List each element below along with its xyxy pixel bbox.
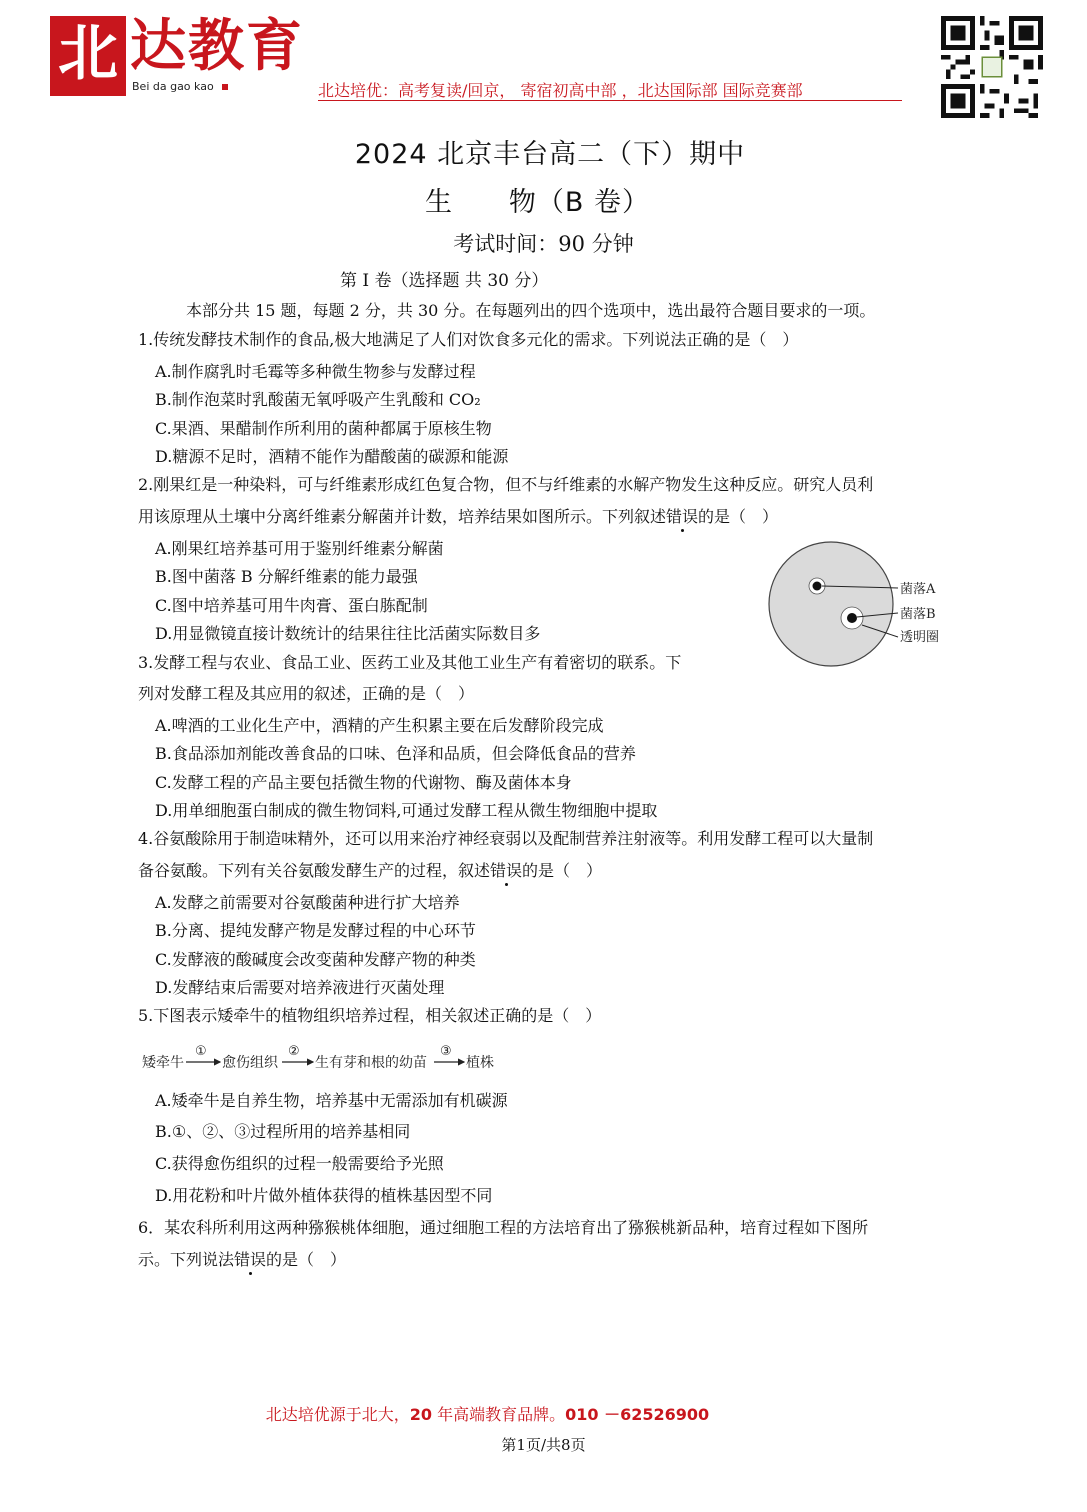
q4-stem-line2: 备谷氨酸。下列有关谷氨酸发酵生产的过程，叙述错误的是（ ） [138,861,603,880]
header-rule [318,100,902,101]
section-title: 第 I 卷（选择题 共 30 分） [340,271,549,291]
q3-option-a: A.啤酒的工业化生产中，酒精的产生积累主要在后发酵阶段完成 [155,716,604,735]
q3-option-d: D.用单细胞蛋白制成的微生物饲料,可通过发酵工程从微生物细胞中提取 [155,801,658,820]
q3-option-c: C.发酵工程的产品主要包括微生物的代谢物、酶及菌体本身 [155,773,572,792]
q5-stem: 5.下图表示矮牵牛的植物组织培养过程，相关叙述正确的是（ ） [138,1006,602,1025]
flow-plant: 植株 [466,1055,494,1071]
colony-a [813,582,822,591]
q3-option-b: B.食品添加剂能改善食品的口味、色泽和品质，但会降低食品的营养 [155,744,636,763]
q2-stem-line1: 2.刚果红是一种染料，可与纤维素形成红色复合物，但不与纤维素的水解产物发生这种反应。研究人员利 [138,475,874,494]
q4-emphasis: 错误 [490,861,523,880]
q4-stem-line1: 4.谷氨酸除用于制造味精外，还可以用来治疗神经衰弱以及配制营养注射液等。利用发酵工程可以大量制 [138,829,874,848]
flow-seedling: 生有芽和根的幼苗 [315,1055,427,1071]
q2-option-d: D.用显微镜直接计数统计的结果往往比活菌实际数目多 [155,624,541,643]
q5-option-d: D.用花粉和叶片做外植体获得的植株基因型不同 [155,1186,493,1205]
q4-option-d: D.发酵结束后需要对培养液进行灭菌处理 [155,978,445,997]
q1-option-c: C.果酒、果醋制作所利用的菌种都属于原核生物 [155,419,492,438]
logo-dot [222,84,228,90]
q4-option-b: B.分离、提纯发酵产物是发酵过程的中心环节 [155,921,476,940]
q6-emphasis: 错误 [234,1250,267,1269]
q1-option-a: A.制作腐乳时毛霉等多种微生物参与发酵过程 [155,362,476,381]
qr-code-icon [941,16,1043,118]
logo-mark: 北 [58,19,118,89]
flow-step-2: ② [288,1044,300,1059]
q6-stem-line1: 6．某农科所利用这两种猕猴桃体细胞，通过细胞工程的方法培育出了猕猴桃新品种，培育过程如下图所 [138,1218,869,1237]
q5-option-c: C.获得愈伤组织的过程一般需要给予光照 [155,1154,444,1173]
flow-step-3: ③ [440,1044,452,1059]
label-colony-b: 菌落B [900,607,936,622]
flow-step-1: ① [195,1044,207,1059]
q1-option-d: D.糖源不足时，酒精不能作为醋酸菌的碳源和能源 [155,447,509,466]
q2-emphasis: 错误 [666,507,699,526]
logo-pinyin: Bei da gao kao [132,80,214,93]
page-number: 第1页/共8页 [501,1436,586,1454]
section-intro: 本部分共 15 题，每题 2 分，共 30 分。在每题列出的四个选项中，选出最符合题目要求的一项。 [186,301,876,320]
q2-stem-line2: 用该原理从土壤中分离纤维素分解菌并计数，培养结果如图所示。下列叙述错误的是（ ） [138,507,779,526]
label-clear-zone: 透明圈 [900,630,940,645]
q5-option-b: B.①、②、③过程所用的培养基相同 [155,1122,411,1141]
q3-stem-line1: 3.发酵工程与农业、食品工业、医药工业及其他工业生产有着密切的联系。下 [138,653,682,672]
q2-option-c: C.图中培养基可用牛肉膏、蛋白胨配制 [155,596,428,615]
q4-option-a: A.发酵之前需要对谷氨酸菌种进行扩大培养 [155,893,460,912]
colony-b [847,613,857,623]
petri-dish-figure [766,541,946,669]
footer-ad: 北达培优源于北大，20 年高端教育品牌。010 －62526900 [265,1405,710,1424]
q1-stem: 1.传统发酵技术制作的食品,极大地满足了人们对饮食多元化的需求。下列说法正确的是（ ） [138,330,799,349]
logo-text: 达教育 [130,14,304,79]
tissue-culture-flow [140,1040,510,1074]
label-colony-a: 菌落A [900,582,936,597]
header-slogan: 北达培优：高考复读/回京， 寄宿初高中部 ，北达国际部 国际竞赛部 [318,81,803,100]
flow-petunia: 矮牵牛 [142,1055,184,1071]
petri-dish [769,542,893,666]
exam-title: 2024 北京丰台高二（下）期中 [354,139,746,170]
q2-option-a: A.刚果红培养基可用于鉴别纤维素分解菌 [155,539,444,558]
flow-callus: 愈伤组织 [222,1055,278,1071]
q6-stem-line2: 示。下列说法错误的是（ ） [138,1250,347,1269]
q5-option-a: A.矮牵牛是自养生物，培养基中无需添加有机碳源 [155,1091,508,1110]
exam-time: 考试时间：90 分钟 [453,232,634,256]
subject-title: 生 物（B 卷） [424,187,651,218]
q2-option-b: B.图中菌落 B 分解纤维素的能力最强 [155,567,418,586]
q3-stem-line2: 列对发酵工程及其应用的叙述，正确的是（ ） [138,684,475,703]
q1-option-b: B.制作泡菜时乳酸菌无氧呼吸产生乳酸和 CO₂ [155,390,481,409]
q4-option-c: C.发酵液的酸碱度会改变菌种发酵产物的种类 [155,950,476,969]
